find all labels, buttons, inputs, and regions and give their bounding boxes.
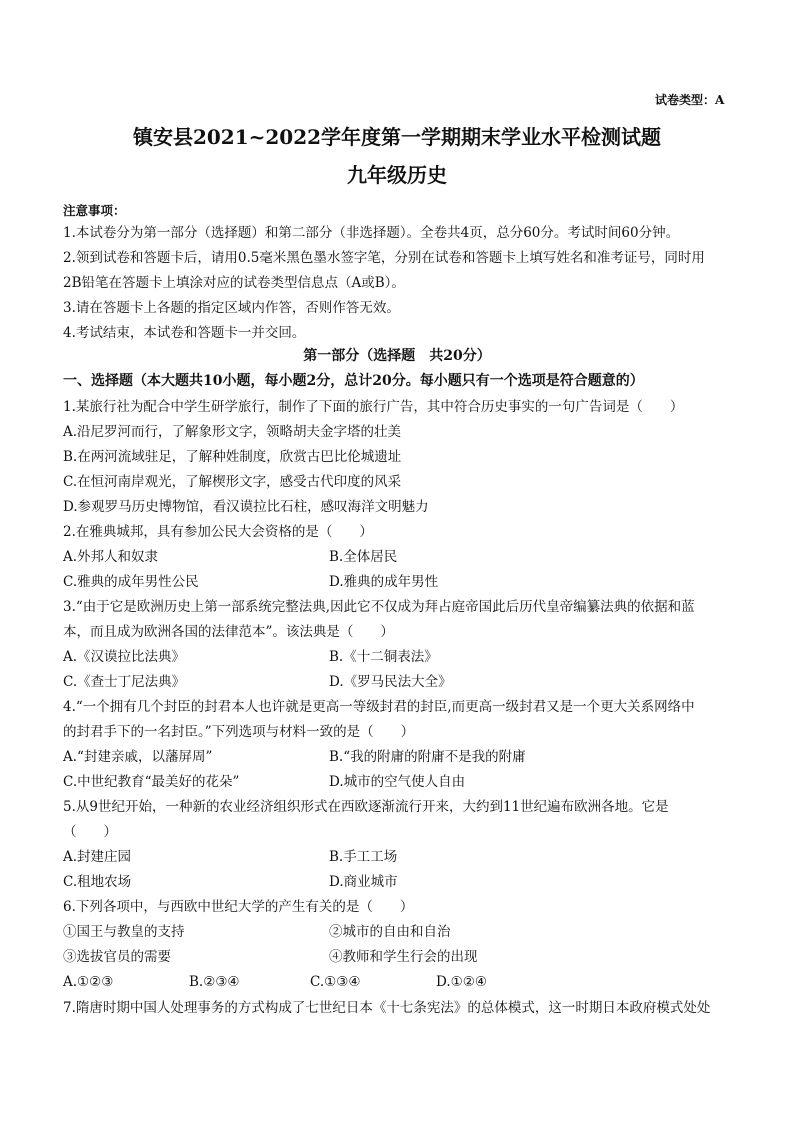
notes-heading: 注意事项： xyxy=(63,203,126,218)
question-6-option-c: C.①③④ xyxy=(310,974,361,990)
question-5-stem-line2: （ ） xyxy=(63,824,117,840)
question-6-stem: 6.下列各项中，与西欧中世纪大学的产生有关的是（ ） xyxy=(63,899,414,915)
question-3-option-c: C.《查士丁尼法典》 xyxy=(63,674,186,690)
question-1-option-a: A.沿尼罗河而行，了解象形文字，领略胡夫金字塔的壮美 xyxy=(63,424,402,440)
question-6-option-d: D.①②④ xyxy=(436,974,487,990)
question-5-option-d: D.商业城市 xyxy=(329,874,398,890)
question-3-option-b: B.《十二铜表法》 xyxy=(329,649,438,665)
note-item: 3.请在答题卡上各题的指定区域内作答，否则作答无效。 xyxy=(63,300,400,316)
part1-instruction: 一、选择题（本大题共10小题，每小题2分，总计20分。每小题只有一个选项是符合题意的） xyxy=(63,373,644,389)
question-2-option-b: B.全体居民 xyxy=(329,549,398,565)
question-5-option-c: C.租地农场 xyxy=(63,874,132,890)
exam-title: 镇安县2021~2022学年度第一学期期末学业水平检测试题 xyxy=(132,125,662,149)
question-2-option-c: C.雅典的成年男性公民 xyxy=(63,574,199,590)
question-4-option-a: A.“封建亲戚，以藩屏周” xyxy=(63,749,213,765)
question-6-statement-2: ②城市的自由和自治 xyxy=(329,924,451,940)
question-1-option-c: C.在恒河南岸观光，了解楔形文字，感受古代印度的风采 xyxy=(63,474,402,490)
question-4-option-c: C.中世纪教育“最美好的花朵” xyxy=(63,774,240,790)
note-item: 2.领到试卷和答题卡后，请用0.5毫米黑色墨水签字笔，分别在试卷和答题卡上填写姓名和准考证号，同时用 xyxy=(63,250,705,266)
question-1-option-b: B.在两河流域驻足，了解种姓制度，欣赏古巴比伦城遗址 xyxy=(63,449,402,465)
question-4-stem-line2: 的封君手下的一名封臣。”下列选项与材料一致的是（ ） xyxy=(63,724,415,740)
question-5-option-b: B.手工工场 xyxy=(329,849,398,865)
question-1-option-d: D.参观罗马历史博物馆，看汉谟拉比石柱，感叹海洋文明魅力 xyxy=(63,499,429,515)
question-3-option-d: D.《罗马民法大全》 xyxy=(329,674,452,690)
question-3-option-a: A.《汉谟拉比法典》 xyxy=(63,649,186,665)
note-item: 2B铅笔在答题卡上填涂对应的试卷类型信息点（A或B）。 xyxy=(63,275,405,291)
note-item: 1.本试卷分为第一部分（选择题）和第二部分（非选择题）。全卷共4页，总分60分。考试时间60分钟。 xyxy=(63,225,680,241)
part1-heading: 第一部分（选择题 共20分） xyxy=(303,348,491,364)
question-6-option-a: A.①②③ xyxy=(63,974,114,990)
question-6-statement-1: ①国王与教皇的支持 xyxy=(63,924,185,940)
question-6-statement-3: ③选拔官员的需要 xyxy=(63,949,171,965)
question-5-option-a: A.封建庄园 xyxy=(63,849,132,865)
question-6-statement-4: ④教师和学生行会的出现 xyxy=(329,949,478,965)
question-4-option-d: D.城市的空气使人自由 xyxy=(329,774,466,790)
question-6-option-b: B.②③④ xyxy=(189,974,240,990)
note-item: 4.考试结束，本试卷和答题卡一并交回。 xyxy=(63,325,306,341)
question-4-option-b: B.“我的附庸的附庸不是我的附庸 xyxy=(329,749,526,765)
paper-type-label: 试卷类型：A xyxy=(655,93,725,107)
question-3-stem-line2: 本，而且成为欧洲各国的法律范本”。该法典是（ ） xyxy=(63,624,394,640)
question-3-stem-line1: 3.“由于它是欧洲历史上第一部系统完整法典,因此它不仅成为拜占庭帝国此后历代皇帝编纂法典的依据和蓝 xyxy=(63,599,695,615)
question-2-option-d: D.雅典的成年男性 xyxy=(329,574,439,590)
exam-subtitle: 九年级历史 xyxy=(347,163,447,187)
question-2-stem: 2.在雅典城邦，具有参加公民大会资格的是（ ） xyxy=(63,524,373,540)
question-7-stem: 7.隋唐时期中国人处理事务的方式构成了七世纪日本《十七条宪法》的总体模式，这一时期日本政府模式处处 xyxy=(63,1000,711,1016)
question-4-stem-line1: 4.“一个拥有几个封臣的封君本人也许就是更高一等级封君的封臣,而更高一级封君又是一个更大关系网络中 xyxy=(63,699,695,715)
question-2-option-a: A.外邦人和奴隶 xyxy=(63,549,159,565)
question-1-stem: 1.某旅行社为配合中学生研学旅行，制作了下面的旅行广告，其中符合历史事实的一句广告词是（ ） xyxy=(63,399,684,415)
question-5-stem-line1: 5.从9世纪开始，一种新的农业经济组织形式在西欧逐渐流行开来，大约到11世纪遍布欧洲各地。它是 xyxy=(63,799,669,815)
